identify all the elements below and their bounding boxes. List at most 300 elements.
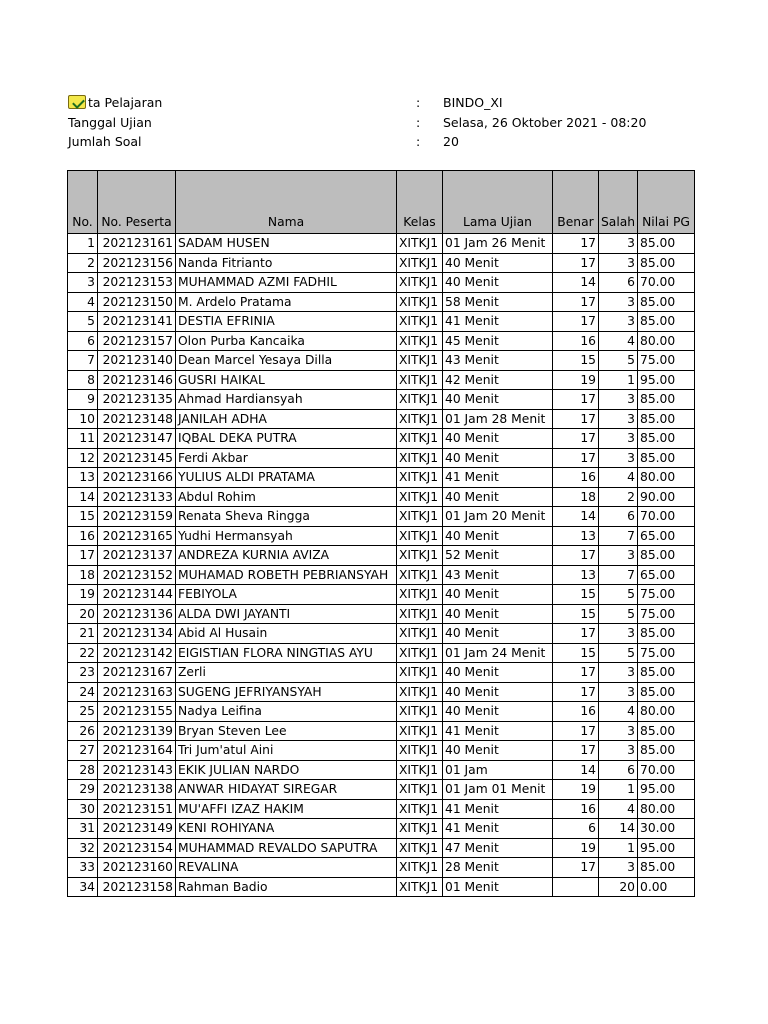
cell-correct: 19 xyxy=(553,370,599,390)
cell-score: 85.00 xyxy=(638,429,695,449)
cell-duration: 01 Jam 26 Menit xyxy=(443,234,553,254)
table-body xyxy=(68,234,695,897)
cell-wrong: 5 xyxy=(599,643,638,663)
cell-wrong: 6 xyxy=(599,507,638,527)
cell-class: XITKJ1 xyxy=(397,292,443,312)
cell-participant-number: 202123145 xyxy=(98,448,176,468)
table-row xyxy=(68,312,695,332)
cell-no: 18 xyxy=(68,565,98,585)
info-colon: : xyxy=(416,114,421,130)
cell-wrong: 1 xyxy=(599,780,638,800)
cell-participant-number: 202123146 xyxy=(98,370,176,390)
cell-no: 11 xyxy=(68,429,98,449)
cell-score: 85.00 xyxy=(638,624,695,644)
cell-wrong: 1 xyxy=(599,370,638,390)
cell-name: ANWAR HIDAYAT SIREGAR xyxy=(176,780,397,800)
cell-participant-number: 202123167 xyxy=(98,663,176,683)
cell-participant-number: 202123144 xyxy=(98,585,176,605)
cell-class: XITKJ1 xyxy=(397,663,443,683)
cell-name: EIGISTIAN FLORA NINGTIAS AYU xyxy=(176,643,397,663)
cell-name: IQBAL DEKA PUTRA xyxy=(176,429,397,449)
cell-no: 24 xyxy=(68,682,98,702)
cell-participant-number: 202123154 xyxy=(98,838,176,858)
cell-class: XITKJ1 xyxy=(397,331,443,351)
cell-wrong: 5 xyxy=(599,604,638,624)
cell-no: 10 xyxy=(68,409,98,429)
cell-wrong: 3 xyxy=(599,253,638,273)
cell-wrong: 3 xyxy=(599,721,638,741)
cell-name: YULIUS ALDI PRATAMA xyxy=(176,468,397,488)
table-row xyxy=(68,663,695,683)
cell-name: JANILAH ADHA xyxy=(176,409,397,429)
cell-correct: 16 xyxy=(553,331,599,351)
cell-correct: 16 xyxy=(553,468,599,488)
cell-correct: 15 xyxy=(553,351,599,371)
cell-participant-number: 202123140 xyxy=(98,351,176,371)
cell-duration: 01 Jam 20 Menit xyxy=(443,507,553,527)
cell-correct: 6 xyxy=(553,819,599,839)
cell-no: 23 xyxy=(68,663,98,683)
cell-duration: 01 Menit xyxy=(443,877,553,897)
cell-wrong: 5 xyxy=(599,351,638,371)
cell-name: FEBIYOLA xyxy=(176,585,397,605)
table-row xyxy=(68,409,695,429)
cell-wrong: 7 xyxy=(599,526,638,546)
cell-name: MU'AFFI IZAZ HAKIM xyxy=(176,799,397,819)
cell-duration: 01 Jam 01 Menit xyxy=(443,780,553,800)
cell-score: 0.00 xyxy=(638,877,695,897)
cell-correct: 17 xyxy=(553,448,599,468)
table-row xyxy=(68,585,695,605)
header-score: Nilai PG xyxy=(638,171,695,234)
cell-score: 85.00 xyxy=(638,682,695,702)
cell-no: 6 xyxy=(68,331,98,351)
cell-wrong: 20 xyxy=(599,877,638,897)
cell-wrong: 3 xyxy=(599,448,638,468)
table-row xyxy=(68,819,695,839)
cell-score: 85.00 xyxy=(638,409,695,429)
cell-wrong: 3 xyxy=(599,546,638,566)
cell-participant-number: 202123152 xyxy=(98,565,176,585)
cell-participant-number: 202123137 xyxy=(98,546,176,566)
cell-wrong: 3 xyxy=(599,741,638,761)
cell-class: XITKJ1 xyxy=(397,721,443,741)
cell-no: 17 xyxy=(68,546,98,566)
cell-duration: 40 Menit xyxy=(443,429,553,449)
cell-class: XITKJ1 xyxy=(397,312,443,332)
cell-score: 75.00 xyxy=(638,351,695,371)
cell-wrong: 3 xyxy=(599,682,638,702)
info-value-question-count: 20 xyxy=(443,134,459,149)
table-row xyxy=(68,780,695,800)
cell-wrong: 4 xyxy=(599,468,638,488)
cell-score: 95.00 xyxy=(638,838,695,858)
cell-class: XITKJ1 xyxy=(397,429,443,449)
header-class: Kelas xyxy=(397,171,443,234)
table-row xyxy=(68,624,695,644)
cell-correct: 15 xyxy=(553,585,599,605)
cell-wrong: 14 xyxy=(599,819,638,839)
cell-wrong: 7 xyxy=(599,565,638,585)
cell-wrong: 3 xyxy=(599,390,638,410)
cell-duration: 40 Menit xyxy=(443,624,553,644)
cell-correct: 14 xyxy=(553,273,599,293)
cell-class: XITKJ1 xyxy=(397,448,443,468)
cell-duration: 47 Menit xyxy=(443,838,553,858)
cell-correct: 17 xyxy=(553,624,599,644)
cell-score: 75.00 xyxy=(638,585,695,605)
cell-name: MUHAMAD ROBETH PEBRIANSYAH xyxy=(176,565,397,585)
cell-no: 5 xyxy=(68,312,98,332)
table-row xyxy=(68,292,695,312)
cell-wrong: 6 xyxy=(599,760,638,780)
info-label-question-count: Jumlah Soal xyxy=(68,134,142,149)
cell-duration: 43 Menit xyxy=(443,565,553,585)
cell-correct xyxy=(553,877,599,897)
cell-participant-number: 202123166 xyxy=(98,468,176,488)
cell-no: 14 xyxy=(68,487,98,507)
cell-score: 70.00 xyxy=(638,273,695,293)
cell-correct: 17 xyxy=(553,409,599,429)
cell-correct: 17 xyxy=(553,546,599,566)
cell-duration: 45 Menit xyxy=(443,331,553,351)
cell-score: 85.00 xyxy=(638,721,695,741)
cell-score: 85.00 xyxy=(638,741,695,761)
cell-correct: 17 xyxy=(553,312,599,332)
table-row xyxy=(68,273,695,293)
cell-correct: 19 xyxy=(553,780,599,800)
cell-no: 20 xyxy=(68,604,98,624)
cell-name: Abid Al Husain xyxy=(176,624,397,644)
cell-correct: 13 xyxy=(553,565,599,585)
cell-correct: 16 xyxy=(553,799,599,819)
cell-score: 75.00 xyxy=(638,604,695,624)
cell-class: XITKJ1 xyxy=(397,565,443,585)
table-row xyxy=(68,234,695,254)
cell-no: 27 xyxy=(68,741,98,761)
cell-class: XITKJ1 xyxy=(397,526,443,546)
cell-name: Zerli xyxy=(176,663,397,683)
info-label-date: Tanggal Ujian xyxy=(68,114,152,130)
cell-participant-number: 202123165 xyxy=(98,526,176,546)
cell-participant-number: 202123141 xyxy=(98,312,176,332)
cell-participant-number: 202123158 xyxy=(98,877,176,897)
cell-wrong: 2 xyxy=(599,487,638,507)
cell-class: XITKJ1 xyxy=(397,390,443,410)
info-value-subject: BINDO_XI xyxy=(443,95,503,110)
table-row xyxy=(68,370,695,390)
cell-no: 33 xyxy=(68,858,98,878)
header-name: Nama xyxy=(176,171,397,234)
cell-name: Ahmad Hardiansyah xyxy=(176,390,397,410)
cell-duration: 40 Menit xyxy=(443,487,553,507)
cell-score: 85.00 xyxy=(638,546,695,566)
cell-participant-number: 202123136 xyxy=(98,604,176,624)
cell-score: 85.00 xyxy=(638,253,695,273)
cell-no: 21 xyxy=(68,624,98,644)
cell-score: 85.00 xyxy=(638,390,695,410)
cell-participant-number: 202123163 xyxy=(98,682,176,702)
info-colon: : xyxy=(416,134,421,149)
table-row xyxy=(68,565,695,585)
table-row xyxy=(68,351,695,371)
cell-score: 85.00 xyxy=(638,292,695,312)
cell-class: XITKJ1 xyxy=(397,468,443,488)
cell-participant-number: 202123156 xyxy=(98,253,176,273)
cell-correct: 17 xyxy=(553,292,599,312)
cell-score: 75.00 xyxy=(638,643,695,663)
cell-no: 13 xyxy=(68,468,98,488)
cell-class: XITKJ1 xyxy=(397,819,443,839)
cell-name: ALDA DWI JAYANTI xyxy=(176,604,397,624)
cell-correct: 17 xyxy=(553,234,599,254)
cell-no: 8 xyxy=(68,370,98,390)
cell-class: XITKJ1 xyxy=(397,838,443,858)
table-row xyxy=(68,546,695,566)
cell-wrong: 3 xyxy=(599,234,638,254)
table-row xyxy=(68,799,695,819)
table-row xyxy=(68,760,695,780)
header-no: No. xyxy=(68,171,98,234)
cell-duration: 40 Menit xyxy=(443,702,553,722)
cell-wrong: 4 xyxy=(599,799,638,819)
cell-no: 29 xyxy=(68,780,98,800)
cell-class: XITKJ1 xyxy=(397,234,443,254)
cell-score: 65.00 xyxy=(638,526,695,546)
cell-score: 95.00 xyxy=(638,370,695,390)
cell-duration: 42 Menit xyxy=(443,370,553,390)
cell-score: 85.00 xyxy=(638,234,695,254)
cell-wrong: 3 xyxy=(599,624,638,644)
table-row xyxy=(68,331,695,351)
cell-correct: 15 xyxy=(553,643,599,663)
cell-name: GUSRI HAIKAL xyxy=(176,370,397,390)
cell-class: XITKJ1 xyxy=(397,799,443,819)
cell-name: Tri Jum'atul Aini xyxy=(176,741,397,761)
cell-participant-number: 202123157 xyxy=(98,331,176,351)
table-row xyxy=(68,507,695,527)
cell-duration: 28 Menit xyxy=(443,858,553,878)
cell-name: Olon Purba Kancaika xyxy=(176,331,397,351)
cell-no: 15 xyxy=(68,507,98,527)
cell-class: XITKJ1 xyxy=(397,546,443,566)
cell-class: XITKJ1 xyxy=(397,487,443,507)
cell-class: XITKJ1 xyxy=(397,624,443,644)
cell-duration: 41 Menit xyxy=(443,799,553,819)
cell-score: 80.00 xyxy=(638,702,695,722)
cell-participant-number: 202123153 xyxy=(98,273,176,293)
cell-correct: 15 xyxy=(553,604,599,624)
cell-no: 1 xyxy=(68,234,98,254)
cell-name: Abdul Rohim xyxy=(176,487,397,507)
header-correct: Benar xyxy=(553,171,599,234)
table-row xyxy=(68,487,695,507)
cell-name: Nadya Leifina xyxy=(176,702,397,722)
table-row xyxy=(68,429,695,449)
table-row xyxy=(68,682,695,702)
cell-score: 30.00 xyxy=(638,819,695,839)
cell-no: 22 xyxy=(68,643,98,663)
cell-wrong: 4 xyxy=(599,331,638,351)
cell-wrong: 4 xyxy=(599,702,638,722)
cell-duration: 41 Menit xyxy=(443,721,553,741)
cell-name: REVALINA xyxy=(176,858,397,878)
table-row xyxy=(68,604,695,624)
cell-class: XITKJ1 xyxy=(397,702,443,722)
header-wrong: Salah xyxy=(599,171,638,234)
cell-duration: 40 Menit xyxy=(443,253,553,273)
cell-duration: 40 Menit xyxy=(443,526,553,546)
cell-name: Ferdi Akbar xyxy=(176,448,397,468)
table-row xyxy=(68,721,695,741)
cell-class: XITKJ1 xyxy=(397,585,443,605)
cell-participant-number: 202123139 xyxy=(98,721,176,741)
table-row xyxy=(68,877,695,897)
cell-class: XITKJ1 xyxy=(397,877,443,897)
cell-name: MUHAMMAD REVALDO SAPUTRA xyxy=(176,838,397,858)
cell-participant-number: 202123142 xyxy=(98,643,176,663)
table-row xyxy=(68,643,695,663)
cell-no: 19 xyxy=(68,585,98,605)
cell-name: Dean Marcel Yesaya Dilla xyxy=(176,351,397,371)
table-row xyxy=(68,253,695,273)
cell-no: 4 xyxy=(68,292,98,312)
cell-name: SUGENG JEFRIYANSYAH xyxy=(176,682,397,702)
cell-correct: 17 xyxy=(553,741,599,761)
cell-participant-number: 202123138 xyxy=(98,780,176,800)
cell-no: 12 xyxy=(68,448,98,468)
cell-wrong: 1 xyxy=(599,838,638,858)
cell-correct: 17 xyxy=(553,682,599,702)
cell-participant-number: 202123151 xyxy=(98,799,176,819)
cell-correct: 17 xyxy=(553,858,599,878)
cell-class: XITKJ1 xyxy=(397,370,443,390)
info-label-subject: ta Pelajaran xyxy=(88,95,163,110)
cell-participant-number: 202123161 xyxy=(98,234,176,254)
cell-participant-number: 202123150 xyxy=(98,292,176,312)
info-colon: : xyxy=(416,95,421,110)
cell-score: 85.00 xyxy=(638,663,695,683)
cell-wrong: 3 xyxy=(599,663,638,683)
cell-duration: 40 Menit xyxy=(443,390,553,410)
cell-correct: 17 xyxy=(553,429,599,449)
cell-score: 80.00 xyxy=(638,331,695,351)
cell-no: 34 xyxy=(68,877,98,897)
cell-name: Rahman Badio xyxy=(176,877,397,897)
cell-score: 85.00 xyxy=(638,858,695,878)
cell-no: 32 xyxy=(68,838,98,858)
cell-duration: 58 Menit xyxy=(443,292,553,312)
cell-name: Renata Sheva Ringga xyxy=(176,507,397,527)
cell-class: XITKJ1 xyxy=(397,643,443,663)
cell-class: XITKJ1 xyxy=(397,741,443,761)
cell-duration: 40 Menit xyxy=(443,682,553,702)
cell-name: M. Ardelo Pratama xyxy=(176,292,397,312)
cell-correct: 19 xyxy=(553,838,599,858)
cell-duration: 01 Jam 28 Menit xyxy=(443,409,553,429)
cell-duration: 40 Menit xyxy=(443,741,553,761)
cell-wrong: 6 xyxy=(599,273,638,293)
cell-duration: 41 Menit xyxy=(443,819,553,839)
cell-class: XITKJ1 xyxy=(397,507,443,527)
cell-correct: 16 xyxy=(553,702,599,722)
cell-name: MUHAMMAD AZMI FADHIL xyxy=(176,273,397,293)
cell-score: 95.00 xyxy=(638,780,695,800)
cell-no: 31 xyxy=(68,819,98,839)
cell-correct: 14 xyxy=(553,507,599,527)
cell-no: 30 xyxy=(68,799,98,819)
cell-participant-number: 202123148 xyxy=(98,409,176,429)
cell-correct: 18 xyxy=(553,487,599,507)
cell-name: Yudhi Hermansyah xyxy=(176,526,397,546)
table-row xyxy=(68,838,695,858)
cell-duration: 40 Menit xyxy=(443,273,553,293)
cell-duration: 01 Jam 24 Menit xyxy=(443,643,553,663)
cell-participant-number: 202123133 xyxy=(98,487,176,507)
cell-class: XITKJ1 xyxy=(397,351,443,371)
cell-correct: 17 xyxy=(553,253,599,273)
cell-correct: 13 xyxy=(553,526,599,546)
cell-score: 70.00 xyxy=(638,507,695,527)
cell-score: 90.00 xyxy=(638,487,695,507)
table-row xyxy=(68,741,695,761)
cell-duration: 41 Menit xyxy=(443,312,553,332)
table-row xyxy=(68,858,695,878)
table-row xyxy=(68,702,695,722)
table-header-row xyxy=(68,171,695,234)
cell-class: XITKJ1 xyxy=(397,682,443,702)
cell-duration: 01 Jam xyxy=(443,760,553,780)
cell-class: XITKJ1 xyxy=(397,760,443,780)
cell-duration: 40 Menit xyxy=(443,585,553,605)
cell-correct: 17 xyxy=(553,663,599,683)
cell-participant-number: 202123149 xyxy=(98,819,176,839)
cell-class: XITKJ1 xyxy=(397,780,443,800)
cell-participant-number: 202123147 xyxy=(98,429,176,449)
table-row xyxy=(68,526,695,546)
results-table xyxy=(67,170,695,897)
cell-participant-number: 202123160 xyxy=(98,858,176,878)
info-value-date: Selasa, 26 Oktober 2021 - 08:20 xyxy=(443,114,647,130)
cell-score: 85.00 xyxy=(638,312,695,332)
cell-correct: 14 xyxy=(553,760,599,780)
cell-no: 7 xyxy=(68,351,98,371)
cell-duration: 43 Menit xyxy=(443,351,553,371)
cell-participant-number: 202123155 xyxy=(98,702,176,722)
cell-participant-number: 202123134 xyxy=(98,624,176,644)
cell-wrong: 5 xyxy=(599,585,638,605)
cell-participant-number: 202123135 xyxy=(98,390,176,410)
cell-duration: 41 Menit xyxy=(443,468,553,488)
cell-duration: 40 Menit xyxy=(443,663,553,683)
cell-score: 65.00 xyxy=(638,565,695,585)
cell-name: KENI ROHIYANA xyxy=(176,819,397,839)
cell-name: Bryan Steven Lee xyxy=(176,721,397,741)
cell-wrong: 3 xyxy=(599,429,638,449)
cell-wrong: 3 xyxy=(599,409,638,429)
cell-score: 70.00 xyxy=(638,760,695,780)
cell-name: ANDREZA KURNIA AVIZA xyxy=(176,546,397,566)
cell-no: 9 xyxy=(68,390,98,410)
cell-correct: 17 xyxy=(553,721,599,741)
table-row xyxy=(68,468,695,488)
cell-no: 26 xyxy=(68,721,98,741)
cell-name: Nanda Fitrianto xyxy=(176,253,397,273)
cell-class: XITKJ1 xyxy=(397,253,443,273)
cell-no: 3 xyxy=(68,273,98,293)
cell-name: SADAM HUSEN xyxy=(176,234,397,254)
cell-duration: 40 Menit xyxy=(443,604,553,624)
